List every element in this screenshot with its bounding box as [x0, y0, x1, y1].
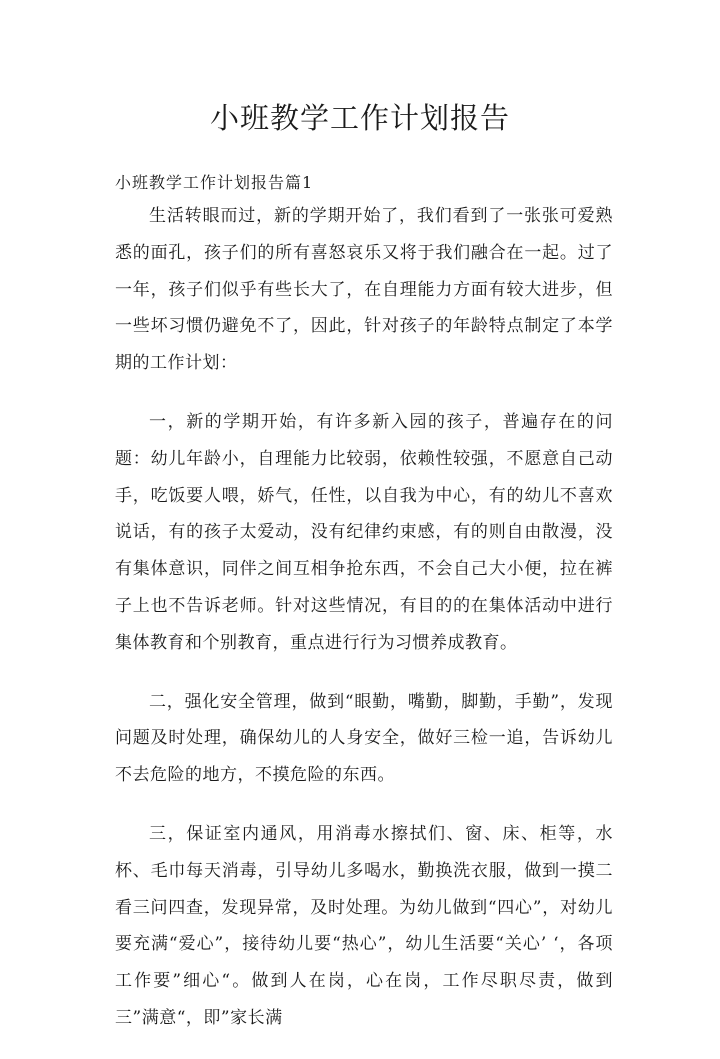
paragraph-item-1: 一，新的学期开始，有许多新入园的孩子，普遍存在的问题：幼儿年龄小，自理能力比较弱，依赖性较强，不愿意自己动手，吃饭要人喂，娇气，任性，以自我为中心，有的幼儿不喜欢说话，有的孩子太爱动，没有纪律约束感，有的则自由散漫，没有集体意识，同伴之间互相争抢东西，不会自己大小便，拉在裤子上也不告诉老师。针对这些情况，有目的的在集体活动中进行集体教育和个别教育，重点进行行为习惯养成教育。	[115, 411, 613, 653]
section-subtitle: 小班教学工作计划报告篇1	[115, 173, 314, 192]
document-title: 小班教学工作计划报告	[209, 101, 510, 135]
document-body	[115, 198, 613, 1059]
paragraph-intro: 生活转眼而过，新的学期开始了，我们看到了一张张可爱熟悉的面孔，孩子们的所有喜怒哀乐又将于我们融合在一起。过了一年，孩子们似乎有些长大了，在自理能力方面有较大进步，但一些坏习惯仍避免不了，因此，针对孩子的年龄特点制定了本学期的工作计划：	[115, 206, 613, 374]
paragraph-item-3: 三，保证室内通风，用消毒水擦拭们、窗、床、柜等，水杯、毛巾每天消毒，引导幼儿多喝水，勤换洗衣服，做到一摸二看三问四查，发现异常，及时处理。为幼儿做到“四心”，对幼儿要充满“爱心”，接待幼儿要“热心”，幼儿生活要“关心’ ‘，各项工作要”细心“。做到人在岗，心在岗，工作尽职尽责，做到三”满意“，即”家长满	[115, 823, 613, 1028]
paragraph-item-2: 二，强化安全管理，做到“眼勤，嘴勤，脚勤，手勤”，发现问题及时处理，确保幼儿的人身安全，做好三检一追，告诉幼儿不去危险的地方，不摸危险的东西。	[115, 691, 613, 786]
